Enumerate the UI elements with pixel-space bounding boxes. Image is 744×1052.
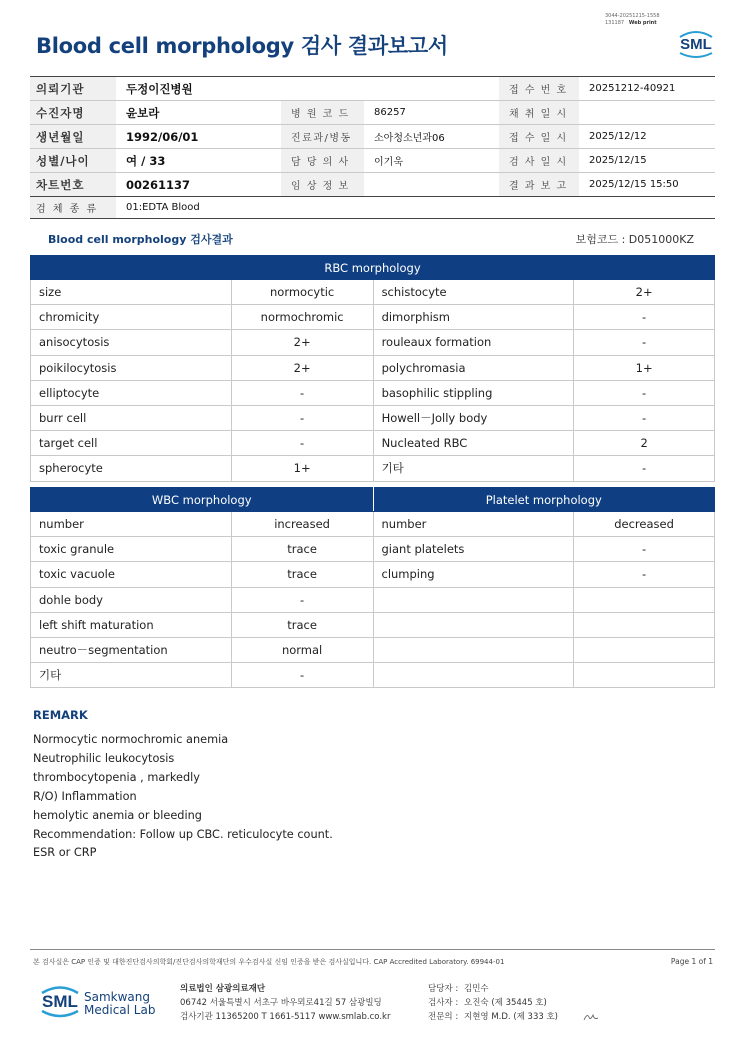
- result-item: rouleaux formation: [373, 330, 574, 355]
- remark-line: ESR or CRP: [33, 846, 97, 860]
- results-section-title: Blood cell morphology 검사결과: [48, 233, 233, 246]
- foundation-info: [180, 982, 390, 1024]
- result-row: [31, 380, 715, 405]
- result-row: [31, 305, 715, 330]
- document-id: [605, 13, 660, 27]
- specimen-label: 검 체 종 류: [30, 197, 116, 219]
- result-item: burr cell: [31, 405, 232, 430]
- footer-logo-text: SML: [42, 992, 78, 1011]
- result-item: [373, 612, 574, 637]
- result-item: schistocyte: [373, 280, 574, 305]
- info-label: 임 상 정 보: [281, 173, 364, 197]
- result-item: [373, 663, 574, 688]
- result-item: [373, 637, 574, 662]
- patient-info-row: [30, 101, 715, 125]
- result-value: trace: [231, 612, 373, 637]
- result-value: [574, 587, 715, 612]
- info-value: [579, 101, 715, 125]
- info-label: 성별/나이: [30, 149, 116, 173]
- result-item: Nucleated RBC: [373, 431, 574, 456]
- remark-line: Neutrophilic leukocytosis: [33, 751, 175, 765]
- result-value: -: [574, 330, 715, 355]
- info-value: 86257: [364, 101, 499, 125]
- info-label: 차트번호: [30, 173, 116, 197]
- info-label: 검 사 일 시: [499, 149, 579, 173]
- result-row: [31, 280, 715, 305]
- remark-title: REMARK: [33, 708, 88, 722]
- info-value: 00261137: [116, 173, 281, 197]
- info-value: 2025/12/15 15:50: [579, 173, 715, 197]
- sml-footer-logo-icon: [38, 981, 82, 1021]
- result-value: normocytic: [231, 280, 373, 305]
- result-item: giant platelets: [373, 537, 574, 562]
- signature-icon: [582, 1011, 600, 1023]
- result-value: 2+: [231, 355, 373, 380]
- lab-name-line2: Medical Lab: [84, 1003, 156, 1017]
- result-value: decreased: [574, 512, 715, 537]
- logo-text: SML: [680, 36, 712, 53]
- staff-name: 김민수: [464, 984, 489, 994]
- result-item: toxic granule: [31, 537, 232, 562]
- specimen-row: [30, 197, 715, 219]
- result-row: [31, 330, 715, 355]
- result-value: -: [574, 456, 715, 481]
- result-value: increased: [231, 512, 373, 537]
- result-item: size: [31, 280, 232, 305]
- result-item: [373, 587, 574, 612]
- info-value: 이기욱: [364, 149, 499, 173]
- result-row: [31, 587, 715, 612]
- document-id-line1: 3044-20251215-1558: [605, 13, 660, 19]
- result-value: normal: [231, 637, 373, 662]
- insurance-code: 보험코드 : D051000KZ: [575, 233, 694, 246]
- result-value: trace: [231, 562, 373, 587]
- result-value: trace: [231, 537, 373, 562]
- result-value: 2: [574, 431, 715, 456]
- result-row: [31, 562, 715, 587]
- print-label: Web print: [628, 20, 657, 26]
- rbc-header: RBC morphology: [31, 256, 715, 280]
- foundation-contact: 검사기관 11365200 T 1661-5117 www.smlab.co.kr: [180, 1012, 391, 1022]
- info-value: 20251212-40921: [579, 77, 715, 101]
- result-value: -: [574, 405, 715, 430]
- platelet-header: Platelet morphology: [373, 488, 715, 512]
- result-row: [31, 512, 715, 537]
- foundation-name: 의료법인 삼광의료재단: [180, 984, 266, 994]
- wbc-header: WBC morphology: [31, 488, 374, 512]
- result-item: 기타: [31, 663, 232, 688]
- info-value: 2025/12/12: [579, 125, 715, 149]
- result-value: -: [231, 663, 373, 688]
- lab-name-line1: Samkwang: [84, 990, 150, 1004]
- result-value: 1+: [231, 456, 373, 481]
- wbc-platelet-table: [30, 487, 715, 688]
- info-value: 소아청소년과06: [364, 125, 499, 149]
- staff-entry: [428, 982, 558, 996]
- result-item: anisocytosis: [31, 330, 232, 355]
- staff-name: 지현영 M.D. (제 333 호): [464, 1012, 559, 1022]
- patient-info-row: [30, 173, 715, 197]
- result-item: neutro－segmentation: [31, 637, 232, 662]
- info-label: 결 과 보 고: [499, 173, 579, 197]
- info-value: 두정이진병원: [116, 77, 281, 101]
- specimen-value: 01:EDTA Blood: [116, 197, 715, 219]
- certification-note: 본 검사실은 CAP 인증 및 대한진단검사의학회/진단검사의학재단의 우수검사실 신임 인증을 받은 검사실입니다. CAP Accredited Laboratory. 69944-01: [33, 958, 505, 966]
- info-label: 의뢰기관: [30, 77, 116, 101]
- result-item: Howell－Jolly body: [373, 405, 574, 430]
- remark-line: Normocytic normochromic anemia: [33, 733, 229, 746]
- page-number: Page 1 of 1: [670, 957, 713, 966]
- result-value: -: [231, 431, 373, 456]
- patient-info-row: [30, 125, 715, 149]
- result-item: poikilocytosis: [31, 355, 232, 380]
- result-item: clumping: [373, 562, 574, 587]
- result-value: -: [231, 380, 373, 405]
- remark-text: [33, 731, 333, 863]
- result-value: [574, 663, 715, 688]
- result-value: 1+: [574, 355, 715, 380]
- result-item: polychromasia: [373, 355, 574, 380]
- result-item: 기타: [373, 456, 574, 481]
- patient-info-row: [30, 149, 715, 173]
- rbc-morphology-table: [30, 255, 715, 482]
- result-value: 2+: [574, 280, 715, 305]
- result-value: -: [574, 537, 715, 562]
- result-row: [31, 405, 715, 430]
- sml-logo-icon: [676, 27, 716, 61]
- page-title: Blood cell morphology 검사 결과보고서: [36, 34, 448, 58]
- staff-entry: [428, 1010, 558, 1024]
- result-value: -: [231, 405, 373, 430]
- result-value: -: [574, 380, 715, 405]
- info-label: [281, 77, 364, 101]
- staff-role: 담당자 :: [428, 984, 459, 994]
- result-item: chromicity: [31, 305, 232, 330]
- result-item: elliptocyte: [31, 380, 232, 405]
- result-item: number: [31, 512, 232, 537]
- result-item: spherocyte: [31, 456, 232, 481]
- info-label: 담 당 의 사: [281, 149, 364, 173]
- result-value: normochromic: [231, 305, 373, 330]
- result-value: -: [574, 305, 715, 330]
- info-label: 수진자명: [30, 101, 116, 125]
- info-value: [364, 77, 499, 101]
- result-item: number: [373, 512, 574, 537]
- result-value: -: [231, 587, 373, 612]
- result-row: [31, 456, 715, 481]
- result-value: 2+: [231, 330, 373, 355]
- remark-line: Recommendation: Follow up CBC. reticulocyte count.: [33, 827, 333, 841]
- info-label: 접 수 일 시: [499, 125, 579, 149]
- result-item: basophilic stippling: [373, 380, 574, 405]
- info-value: 윤보라: [116, 101, 281, 125]
- result-row: [31, 431, 715, 456]
- info-value: 여 / 33: [116, 149, 281, 173]
- result-row: [31, 355, 715, 380]
- info-label: 접 수 번 호: [499, 77, 579, 101]
- foundation-address: 06742 서울특별시 서초구 바우뫼로41길 57 삼광빌딩: [180, 998, 382, 1008]
- staff-role: 전문의 :: [428, 1012, 459, 1022]
- result-row: [31, 637, 715, 662]
- result-row: [31, 612, 715, 637]
- patient-info-row: [30, 77, 715, 101]
- info-label: 진료과/병동: [281, 125, 364, 149]
- info-value: 2025/12/15: [579, 149, 715, 173]
- info-label: 채 취 일 시: [499, 101, 579, 125]
- result-value: -: [574, 562, 715, 587]
- staff-list: [428, 982, 558, 1024]
- result-item: target cell: [31, 431, 232, 456]
- result-item: dimorphism: [373, 305, 574, 330]
- footer-divider: [30, 949, 715, 950]
- info-label: 생년월일: [30, 125, 116, 149]
- result-value: [574, 637, 715, 662]
- remark-line: hemolytic anemia or bleeding: [33, 808, 202, 822]
- staff-name: 오진숙 (제 35445 호): [464, 998, 547, 1008]
- result-row: [31, 537, 715, 562]
- remark-line: R/O) Inflammation: [33, 789, 137, 803]
- info-label: 병 원 코 드: [281, 101, 364, 125]
- result-value: [574, 612, 715, 637]
- patient-info-table: [30, 76, 715, 219]
- document-id-line2: 131187: [605, 20, 625, 26]
- result-item: dohle body: [31, 587, 232, 612]
- staff-entry: [428, 996, 558, 1010]
- result-item: left shift maturation: [31, 612, 232, 637]
- lab-name: [84, 991, 155, 1017]
- result-item: toxic vacuole: [31, 562, 232, 587]
- info-value: 1992/06/01: [116, 125, 281, 149]
- info-value: [364, 173, 499, 197]
- remark-line: thrombocytopenia , markedly: [33, 770, 200, 784]
- result-row: [31, 663, 715, 688]
- staff-role: 검사자 :: [428, 998, 459, 1008]
